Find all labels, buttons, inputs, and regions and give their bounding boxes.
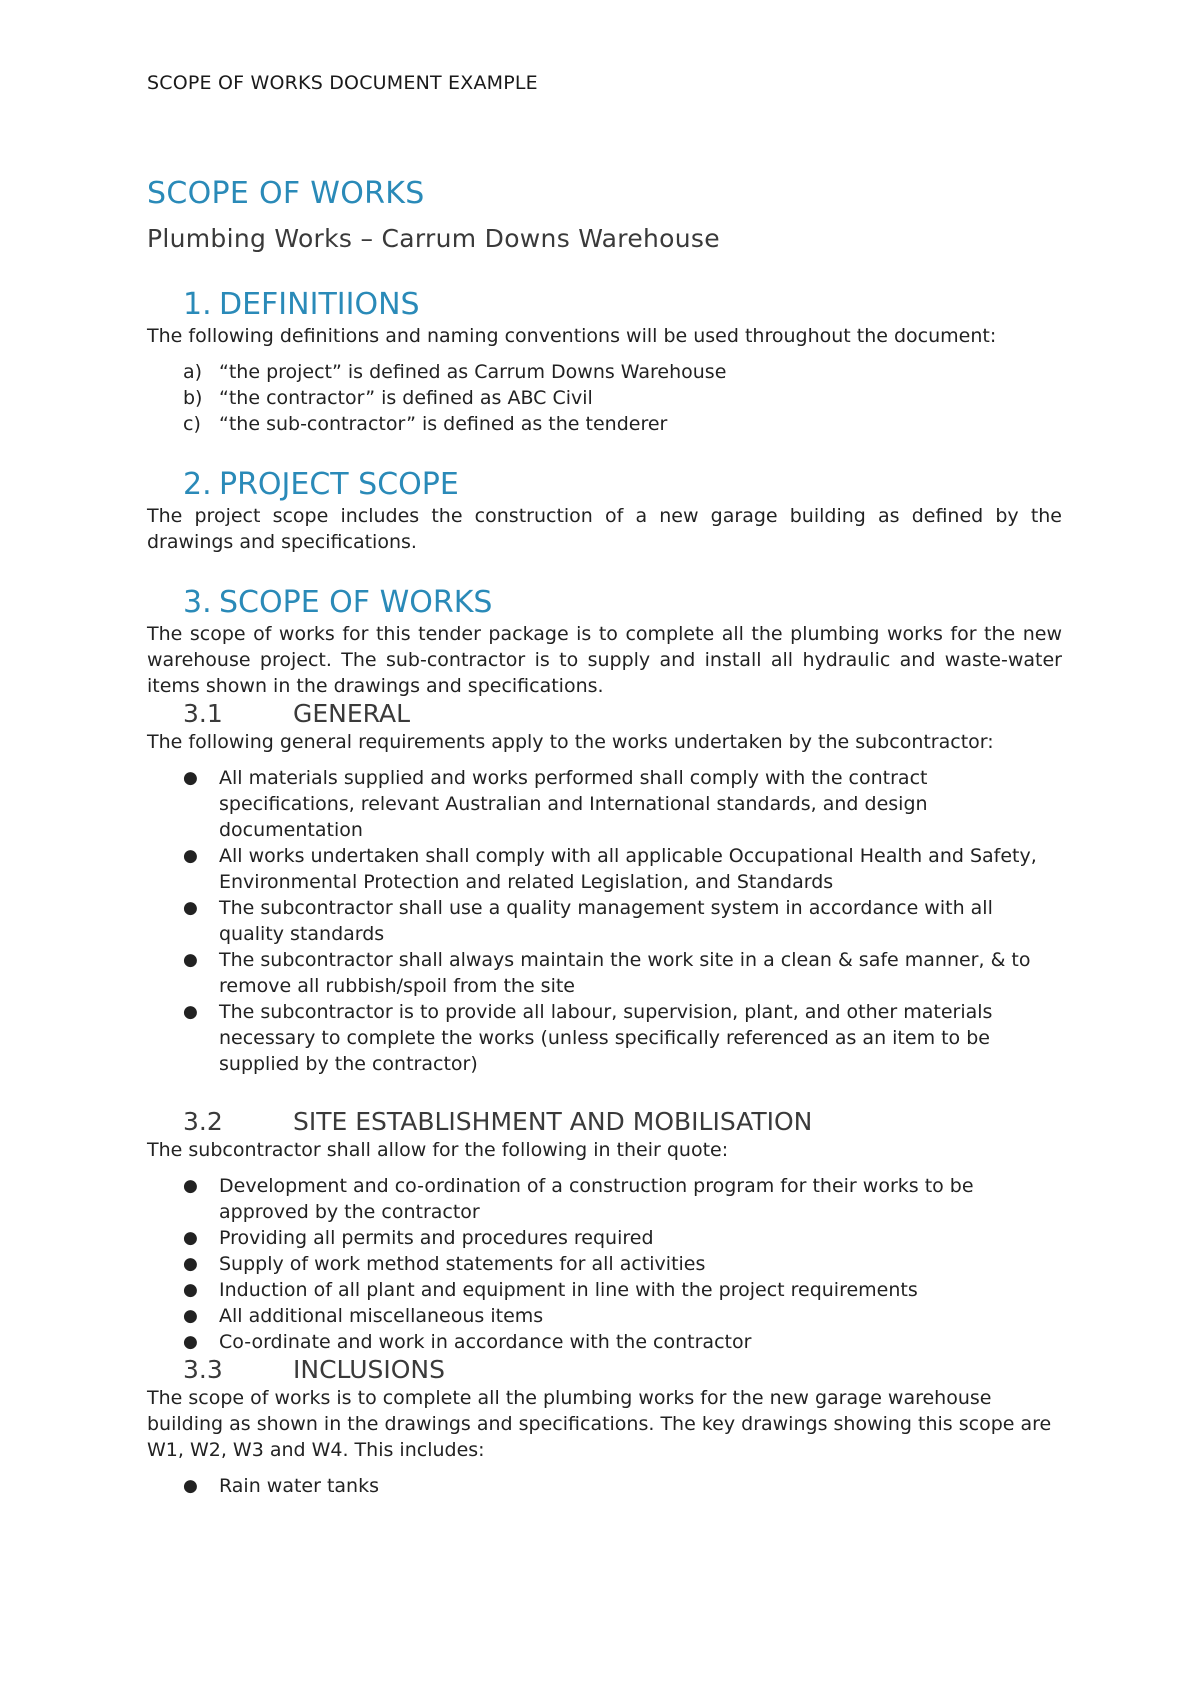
bullet-icon: ● — [183, 1002, 198, 1022]
definitions-intro: The following definitions and naming conventions will be used throughout the document: — [147, 325, 997, 347]
document-title: SCOPE OF WORKS — [147, 176, 425, 211]
section-definitions-heading — [147, 287, 1062, 323]
section-title: SITE ESTABLISHMENT AND MOBILISATION — [293, 1107, 813, 1136]
document-subtitle: Plumbing Works – Carrum Downs Warehouse — [147, 224, 720, 253]
list-item-text: The subcontractor shall always maintain the work site in a clean & safe manner, & to remove all rubbish/spoil from the site — [219, 949, 1031, 997]
bullet-icon: ● — [183, 1280, 198, 1300]
list-item — [147, 999, 1062, 1077]
site-establishment-intro: The subcontractor shall allow for the following in their quote: — [147, 1139, 729, 1161]
list-item-text: “the contractor” is defined as ABC Civil — [219, 387, 593, 409]
bullet-icon: ● — [183, 1476, 198, 1496]
section-number: 1. — [183, 287, 212, 322]
list-marker: c) — [183, 413, 201, 435]
list-item — [147, 1225, 1062, 1251]
bullet-icon: ● — [183, 768, 198, 788]
section-inclusions-heading — [147, 1355, 1062, 1385]
list-item — [147, 843, 1062, 895]
list-item-text: The subcontractor is to provide all labour, supervision, plant, and other materials necessary to complete the works (unless specifically referenced as an item to be supplied by the contractor) — [219, 1001, 993, 1075]
list-item — [147, 411, 1062, 437]
list-item-text: Supply of work method statements for all activities — [219, 1253, 706, 1275]
list-item-text: Induction of all plant and equipment in line with the project requirements — [219, 1279, 918, 1301]
list-item — [147, 385, 1062, 411]
general-intro: The following general requirements apply to the works undertaken by the subcontractor: — [147, 731, 994, 753]
section-scope-of-works-heading — [147, 585, 1062, 621]
bullet-icon: ● — [183, 898, 198, 918]
inclusions-list — [147, 1473, 1062, 1499]
list-item — [147, 895, 1062, 947]
list-item — [147, 1329, 1062, 1355]
list-item — [147, 359, 1062, 385]
list-marker: a) — [183, 361, 203, 383]
list-item — [147, 1251, 1062, 1277]
list-item — [147, 1173, 1062, 1225]
bullet-icon: ● — [183, 1254, 198, 1274]
list-item — [147, 947, 1062, 999]
list-item-text: Co-ordinate and work in accordance with the contractor — [219, 1331, 752, 1353]
list-item-text: “the project” is defined as Carrum Downs Warehouse — [219, 361, 727, 383]
list-marker: b) — [183, 387, 203, 409]
section-title: SCOPE OF WORKS — [219, 585, 493, 620]
list-item-text: Rain water tanks — [219, 1475, 379, 1497]
section-project-scope-heading — [147, 467, 1062, 503]
bullet-icon: ● — [183, 1228, 198, 1248]
list-item-text: The subcontractor shall use a quality management system in accordance with all quality standards — [219, 897, 993, 945]
general-requirements-list — [147, 765, 1062, 1077]
definitions-list — [147, 359, 1062, 437]
list-item-text: All additional miscellaneous items — [219, 1305, 544, 1327]
bullet-icon: ● — [183, 1176, 198, 1196]
section-number: 2. — [183, 467, 212, 502]
section-number: 3.2 — [183, 1107, 223, 1136]
running-header: SCOPE OF WORKS DOCUMENT EXAMPLE — [147, 72, 538, 94]
section-number: 3. — [183, 585, 212, 620]
bullet-icon: ● — [183, 1306, 198, 1326]
list-item — [147, 1473, 1062, 1499]
list-item — [147, 1303, 1062, 1329]
list-item-text: All materials supplied and works performed shall comply with the contract specifications, relevant Australian and International standards, and design documentation — [219, 767, 928, 841]
bullet-icon: ● — [183, 1332, 198, 1352]
bullet-icon: ● — [183, 950, 198, 970]
scope-of-works-body: The scope of works for this tender package is to complete all the plumbing works for the new warehouse project. The sub-contractor is to supply and install all hydraulic and waste-water items shown in the drawings and specifications. — [147, 623, 1062, 697]
list-item-text: “the sub-contractor” is defined as the tenderer — [219, 413, 668, 435]
list-item-text: Development and co-ordination of a construction program for their works to be approved by the contractor — [219, 1175, 974, 1223]
inclusions-body: The scope of works is to complete all the plumbing works for the new garage warehouse building as shown in the drawings and specifications. The key drawings showing this scope are W1, W2, W3 and W4. This includes: — [147, 1387, 1052, 1461]
list-item — [147, 765, 1062, 843]
section-number: 3.1 — [183, 699, 223, 728]
document-body — [147, 287, 1062, 1499]
section-title: INCLUSIONS — [293, 1355, 446, 1384]
list-item — [147, 1277, 1062, 1303]
section-number: 3.3 — [183, 1355, 223, 1384]
list-item-text: All works undertaken shall comply with all applicable Occupational Health and Safety, Environmental Protection and related Legislation, and Standards — [219, 845, 1037, 893]
section-title: PROJECT SCOPE — [219, 467, 459, 502]
project-scope-body: The project scope includes the construction of a new garage building as defined by the drawings and specifications. — [147, 505, 1062, 553]
site-establishment-list — [147, 1173, 1062, 1355]
section-title: GENERAL — [293, 699, 411, 728]
section-general-heading — [147, 699, 1062, 729]
list-item-text: Providing all permits and procedures required — [219, 1227, 654, 1249]
bullet-icon: ● — [183, 846, 198, 866]
section-site-establishment-heading — [147, 1107, 1062, 1137]
section-title: DEFINITIIONS — [219, 287, 420, 322]
